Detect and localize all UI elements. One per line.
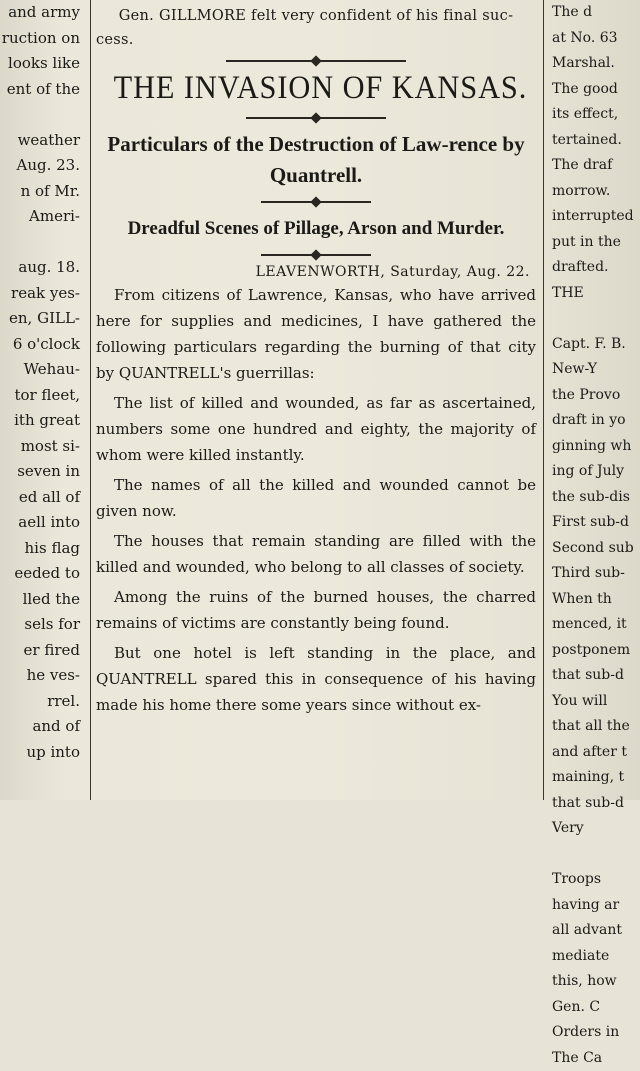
left-column-line: ent of the (0, 77, 86, 103)
left-column-line: Ameri- (0, 204, 86, 230)
article-paragraph: But one hotel is left standing in the place, and QUANTRELL spared this in consequence of his having made his home there some years since without ex- (96, 640, 536, 718)
right-column-line: that sub-d (548, 663, 640, 689)
left-column-line: ith great (0, 408, 86, 434)
left-column-line: Wehau- (0, 357, 86, 383)
right-column-line: Troops (548, 867, 640, 893)
left-column-text (0, 0, 86, 765)
right-column-line: Third sub- (548, 561, 640, 587)
left-column-line: his flag (0, 536, 86, 562)
article-paragraph: The names of all the killed and wounded cannot be given now. (96, 472, 536, 524)
right-column-line: THE (548, 281, 640, 307)
article-paragraph: The list of killed and wounded, as far as ascertained, numbers some one hundred and eighty, the majority of whom were killed instantly. (96, 390, 536, 468)
left-column-line: most si- (0, 434, 86, 460)
right-column-line: the sub-dis (548, 485, 640, 511)
article-paragraph: The houses that remain standing are filled with the killed and wounded, who belong to all classes of society. (96, 528, 536, 580)
right-column-line: Second sub (548, 536, 640, 562)
right-column-line: Marshal. (548, 51, 640, 77)
right-column-line: The good (548, 77, 640, 103)
left-column-line: rrel. (0, 689, 86, 715)
right-column-line: menced, it (548, 612, 640, 638)
right-column-line: tertained. (548, 128, 640, 154)
right-column-line (548, 842, 640, 868)
right-column-text (548, 0, 640, 1071)
right-column-line: having ar (548, 893, 640, 919)
article-paragraph: From citizens of Lawrence, Kansas, who have arrived here for supplies and medicines, I have gathered the following particulars regarding the burning of that city by QUANTRELL's guerrillas: (96, 282, 536, 386)
left-column-line: and army (0, 0, 86, 26)
left-column-line (0, 102, 86, 128)
column-rule-right (543, 0, 544, 800)
left-column-line: tor fleet, (0, 383, 86, 409)
divider-rule (261, 250, 371, 260)
left-column-line: 6 o'clock (0, 332, 86, 358)
left-column-line: reak yes- (0, 281, 86, 307)
right-column-line: put in the (548, 230, 640, 256)
left-column-line: er fired (0, 638, 86, 664)
right-column-line: and after t (548, 740, 640, 766)
right-column-line: drafted. (548, 255, 640, 281)
article-paragraph: Among the ruins of the burned houses, the charred remains of victims are constantly being found. (96, 584, 536, 636)
right-column-line: maining, t (548, 765, 640, 791)
right-column-line: Very (548, 816, 640, 842)
left-column-line: seven in (0, 459, 86, 485)
left-column-line: sels for (0, 612, 86, 638)
right-column-line: The draf (548, 153, 640, 179)
left-column-line (0, 230, 86, 256)
right-column-line: its effect, (548, 102, 640, 128)
left-column (0, 0, 86, 800)
lead-in-text: Gen. GILLMORE felt very confident of his final suc- (96, 4, 536, 28)
divider-rule (261, 197, 371, 207)
dateline: LEAVENWORTH, Saturday, Aug. 22. (96, 264, 530, 280)
divider-rule (246, 113, 386, 123)
right-column-line: The d (548, 0, 640, 26)
right-column-line: interrupted (548, 204, 640, 230)
subheading-secondary: Dreadful Scenes of Pillage, Arson and Murder. (96, 213, 536, 244)
right-column-line: Capt. F. B. (548, 332, 640, 358)
right-column-line: the Provo (548, 383, 640, 409)
left-column-line: lled the (0, 587, 86, 613)
left-column-line: and of (0, 714, 86, 740)
right-column-line: postponem (548, 638, 640, 664)
main-column (96, 0, 536, 800)
right-column-line: morrow. (548, 179, 640, 205)
left-column-line: looks like (0, 51, 86, 77)
right-column-line: ginning wh (548, 434, 640, 460)
left-column-line: n of Mr. (0, 179, 86, 205)
right-column (548, 0, 640, 800)
right-column-line: mediate (548, 944, 640, 970)
left-column-line: eeded to (0, 561, 86, 587)
left-column-line: he ves- (0, 663, 86, 689)
right-column-line: at No. 63 (548, 26, 640, 52)
lead-in-continuation: cess. (96, 28, 536, 52)
right-column-line: draft in yo (548, 408, 640, 434)
right-column-line: Orders in (548, 1020, 640, 1046)
left-column-line: aell into (0, 510, 86, 536)
right-column-line: that sub-d (548, 791, 640, 817)
left-column-line: aug. 18. (0, 255, 86, 281)
article-body (96, 282, 536, 718)
right-column-line: Gen. C (548, 995, 640, 1021)
left-column-line: ed all of (0, 485, 86, 511)
left-column-line: up into (0, 740, 86, 766)
left-column-line: ruction on (0, 26, 86, 52)
left-column-line: weather (0, 128, 86, 154)
right-column-line: that all the (548, 714, 640, 740)
right-column-line: First sub-d (548, 510, 640, 536)
right-column-line: ing of July (548, 459, 640, 485)
headline: THE INVASION OF KANSAS. (114, 70, 519, 107)
right-column-line: The Ca (548, 1046, 640, 1071)
right-column-line: all advant (548, 918, 640, 944)
left-column-line: Aug. 23. (0, 153, 86, 179)
column-rule-left (90, 0, 91, 800)
right-column-line: You will (548, 689, 640, 715)
subheading: Particulars of the Destruction of Law-rence by Quantrell. (96, 129, 536, 191)
right-column-line: this, how (548, 969, 640, 995)
right-column-line: When th (548, 587, 640, 613)
right-column-line (548, 306, 640, 332)
right-column-line: New-Y (548, 357, 640, 383)
left-column-line: en, GILL- (0, 306, 86, 332)
divider-rule (226, 56, 406, 66)
